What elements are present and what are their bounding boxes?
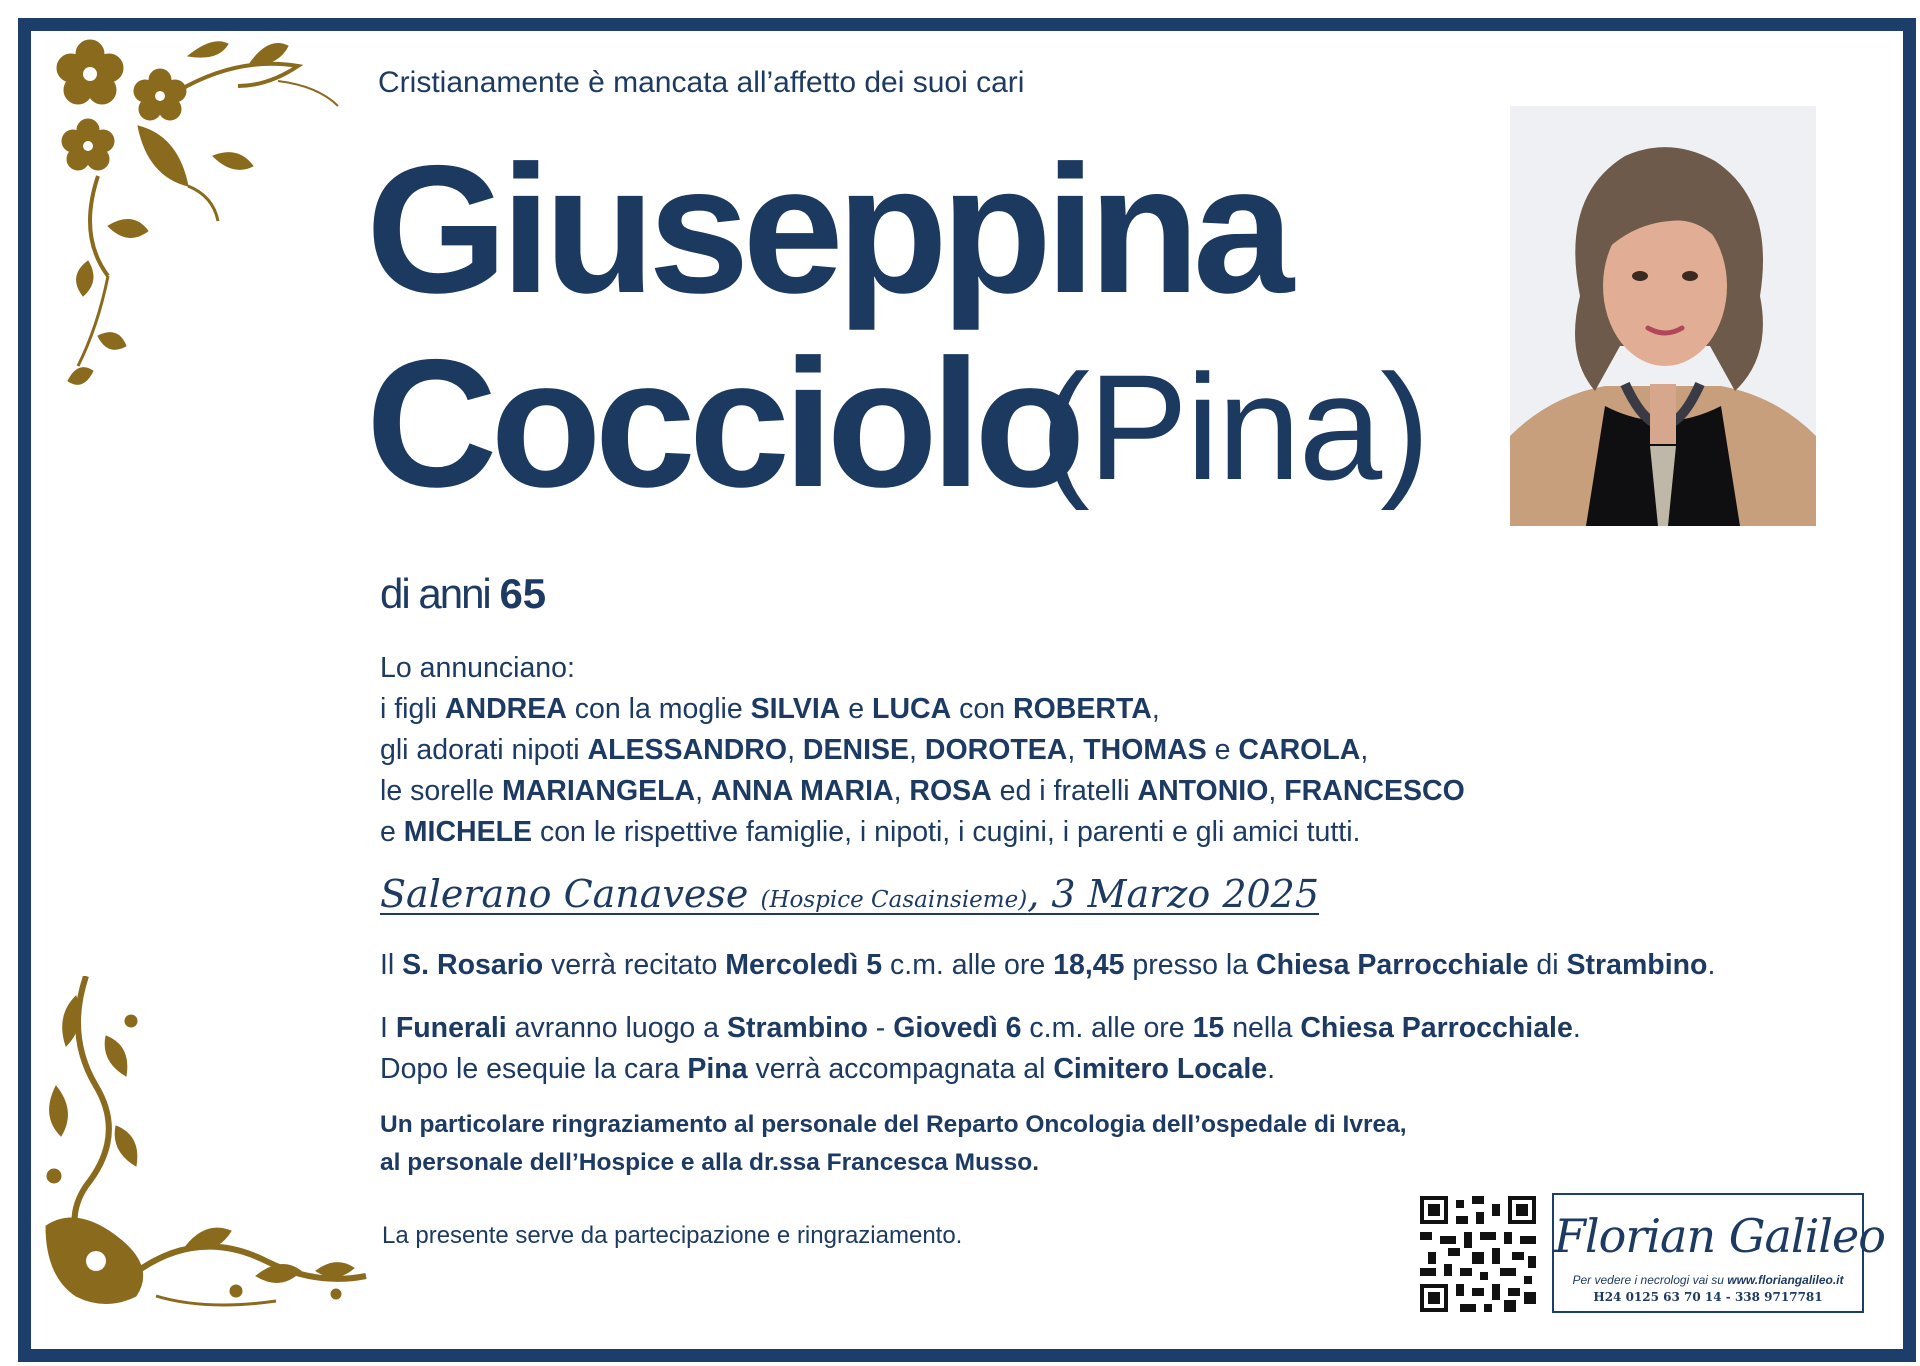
announcement-line: e MICHELE con le rispettive famiglie, i nipoti, i cugini, i parenti e gli amici tutti. bbox=[380, 816, 1361, 848]
age bbox=[380, 570, 546, 618]
scroll-corner-icon bbox=[36, 976, 386, 1316]
announcement bbox=[380, 648, 1465, 853]
thanks-note bbox=[380, 1106, 1407, 1182]
rosary-info: Il S. Rosario verrà recitato Mercoledì 5 c.m. alle ore 18,45 presso la Chiesa Parrocchiale di Strambino. bbox=[380, 949, 1716, 981]
qr-code-icon[interactable] bbox=[1420, 1196, 1536, 1312]
age-value: 65 bbox=[499, 570, 547, 617]
age-prefix: di anni bbox=[380, 570, 490, 617]
funeral-line: I Funerali avranno luogo a Strambino - Giovedì 6 c.m. alle ore 15 nella Chiesa Parrocchiale. bbox=[380, 1012, 1581, 1044]
agency-website[interactable]: Per vedere i necrologi vai su www.floriangalileo.it bbox=[1572, 1273, 1844, 1287]
announcement-line: gli adorati nipoti ALESSANDRO, DENISE, DOROTEA, THOMAS e CAROLA, bbox=[380, 734, 1369, 766]
deceased-nickname: (Pina) bbox=[1040, 343, 1429, 511]
floral-corner-icon bbox=[38, 36, 368, 406]
thanks-line: Un particolare ringraziamento al personale del Reparto Oncologia dell’ospedale di Ivrea, bbox=[380, 1111, 1407, 1138]
announcement-line: le sorelle MARIANGELA, ANNA MARIA, ROSA ed i fratelli ANTONIO, FRANCESCO bbox=[380, 775, 1465, 807]
place-and-date bbox=[380, 872, 1319, 916]
closing-text: La presente serve da partecipazione e ringraziamento. bbox=[382, 1222, 963, 1249]
thanks-line: al personale dell’Hospice e alla dr.ssa Francesca Musso. bbox=[380, 1149, 1040, 1176]
funeral-line: Dopo le esequie la cara Pina verrà accompagnata al Cimitero Locale. bbox=[380, 1053, 1276, 1085]
agency-phones: H24 0125 63 70 14 - 338 9717781 bbox=[1593, 1290, 1823, 1304]
intro-text: Cristianamente è mancata all’affetto dei suoi cari bbox=[378, 66, 1025, 99]
agency-name: Florian Galileo bbox=[1554, 1209, 1885, 1263]
deceased-first-name: Giuseppina bbox=[366, 127, 1288, 331]
announcement-heading: Lo annunciano: bbox=[380, 652, 575, 684]
funeral-info bbox=[380, 1008, 1581, 1090]
place: Salerano Canavese bbox=[380, 872, 761, 916]
deceased-last-name: Cocciolo bbox=[366, 321, 1079, 525]
date: , 3 Marzo 2025 bbox=[1027, 872, 1320, 916]
announcement-line: i figli ANDREA con la moglie SILVIA e LUCA con ROBERTA, bbox=[380, 693, 1160, 725]
place-detail: (Hospice Casainsieme) bbox=[760, 887, 1028, 913]
portrait-photo bbox=[1510, 106, 1816, 526]
agency-box[interactable] bbox=[1552, 1193, 1885, 1313]
